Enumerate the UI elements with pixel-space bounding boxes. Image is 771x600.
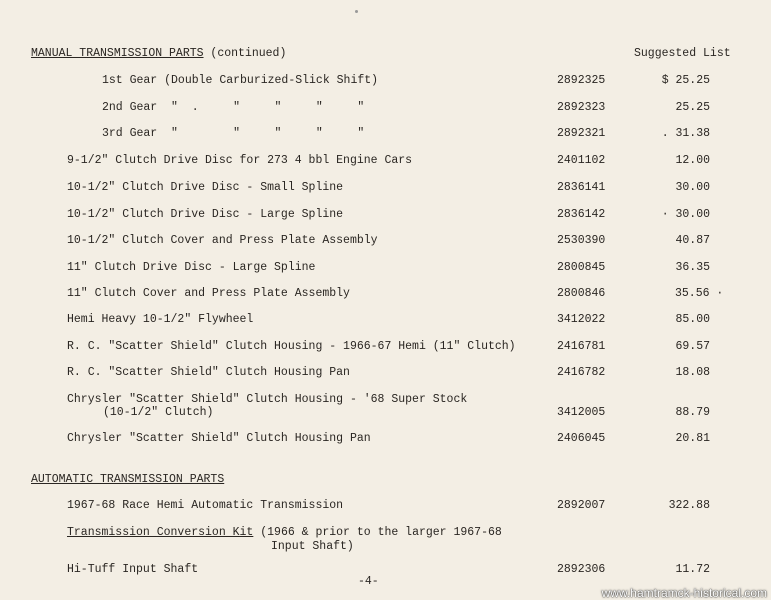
item-part-number: 2836141 — [557, 181, 606, 194]
item-desc: 1st Gear (Double Carburized-Slick Shift) — [102, 74, 379, 87]
item-desc: 11" Clutch Drive Disc - Large Spline — [67, 261, 316, 274]
item-part-number: 2416781 — [557, 340, 606, 353]
watermark: www.hamtramck-historical.com — [601, 586, 767, 600]
item-desc: R. C. "Scatter Shield" Clutch Housing - 1966-67 Hemi (11" Clutch) — [67, 340, 516, 353]
item-price: · 30.00 — [661, 208, 710, 221]
item-part-number: 2530390 — [557, 234, 606, 247]
item-part-number: 2836142 — [557, 208, 606, 221]
item-part-number: 3412005 — [557, 406, 606, 419]
item-price: 25.25 — [675, 101, 710, 114]
conversion-kit-title: Transmission Conversion Kit — [67, 526, 254, 539]
item-desc: Chrysler "Scatter Shield" Clutch Housing - '68 Super Stock — [67, 393, 468, 406]
suggested-list-header: Suggested List — [634, 47, 731, 60]
item-price: 85.00 — [675, 313, 710, 326]
item-desc: Chrysler "Scatter Shield" Clutch Housing Pan — [67, 432, 371, 445]
item-part-number: 2892007 — [557, 499, 606, 512]
item-part-number: 2892323 — [557, 101, 606, 114]
item-part-number: 2892321 — [557, 127, 606, 140]
item-desc: 10-1/2" Clutch Drive Disc - Large Spline — [67, 208, 344, 221]
item-price: 11.72 — [675, 563, 710, 576]
item-desc: 11" Clutch Cover and Press Plate Assembly — [67, 287, 350, 300]
item-part-number: 2416782 — [557, 366, 606, 379]
item-part-number: 2892306 — [557, 563, 606, 576]
item-desc: 1967-68 Race Hemi Automatic Transmission — [67, 499, 344, 512]
automatic-section-heading: AUTOMATIC TRANSMISSION PARTS — [31, 473, 225, 486]
item-desc: 3rd Gear " " " " " — [102, 127, 365, 140]
item-price: 322.88 — [668, 499, 710, 512]
page-number: -4- — [358, 575, 379, 588]
item-desc: R. C. "Scatter Shield" Clutch Housing Pan — [67, 366, 350, 379]
item-desc: Hemi Heavy 10-1/2" Flywheel — [67, 313, 254, 326]
item-price: 40.87 — [675, 234, 710, 247]
item-part-number: 2401102 — [557, 154, 606, 167]
item-price: 30.00 — [675, 181, 710, 194]
item-desc: 2nd Gear " . " " " " — [102, 101, 365, 114]
item-price: 18.08 — [675, 366, 710, 379]
item-part-number: 2406045 — [557, 432, 606, 445]
paper-speck — [355, 10, 358, 13]
item-desc: 10-1/2" Clutch Cover and Press Plate Assembly — [67, 234, 378, 247]
item-part-number: 2800846 — [557, 287, 606, 300]
item-price: 20.81 — [675, 432, 710, 445]
item-price: 35.56 · — [675, 287, 724, 300]
item-price: 36.35 — [675, 261, 710, 274]
item-desc: 9-1/2" Clutch Drive Disc for 273 4 bbl Engine Cars — [67, 154, 413, 167]
item-desc: 10-1/2" Clutch Drive Disc - Small Spline — [67, 181, 344, 194]
manual-section-heading: MANUAL TRANSMISSION PARTS (continued) — [31, 47, 287, 60]
item-price: 69.57 — [675, 340, 710, 353]
item-desc: Hi-Tuff Input Shaft — [67, 563, 199, 576]
item-price: 88.79 — [675, 406, 710, 419]
item-desc-continued: Input Shaft) — [271, 540, 354, 553]
item-price: 12.00 — [675, 154, 710, 167]
item-price: . 31.38 — [661, 127, 710, 140]
item-part-number: 2800845 — [557, 261, 606, 274]
item-part-number: 2892325 — [557, 74, 606, 87]
item-part-number: 3412022 — [557, 313, 606, 326]
item-desc: Transmission Conversion Kit (1966 & prior to the larger 1967-68 — [67, 526, 502, 539]
item-price: $ 25.25 — [661, 74, 710, 87]
item-desc-continued: (10-1/2" Clutch) — [103, 406, 214, 419]
